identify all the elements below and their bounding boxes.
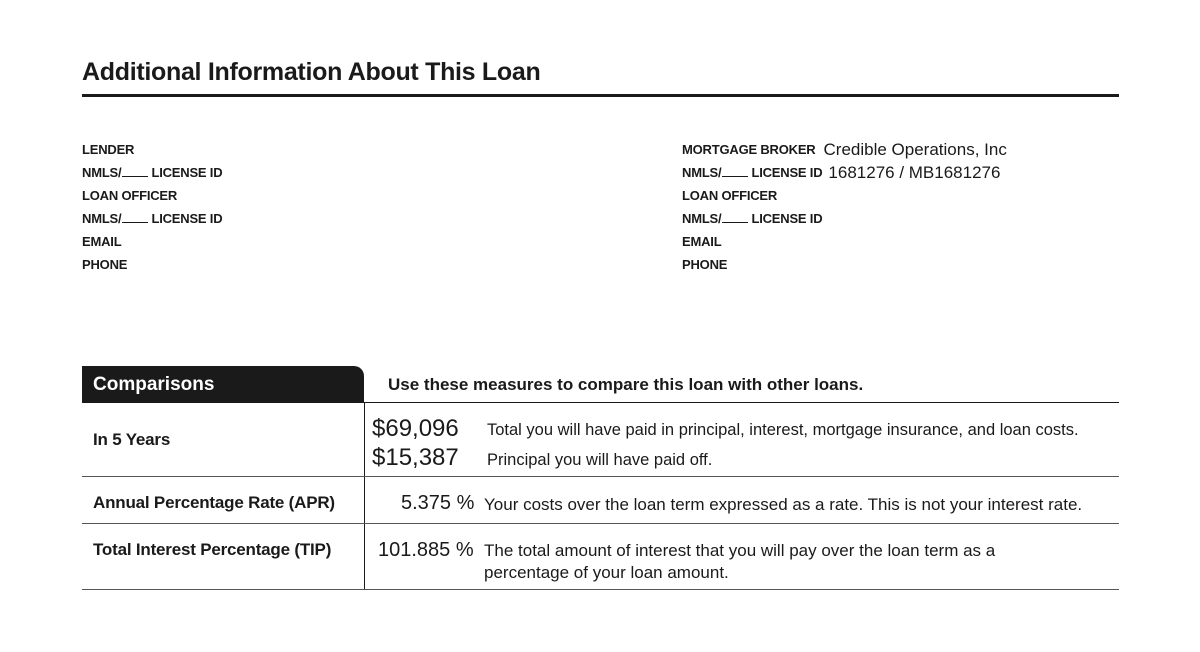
tip-value: 101.885 % <box>378 539 474 561</box>
comparisons-heading: Comparisons <box>82 366 364 403</box>
lender-officer-row <box>82 184 222 207</box>
tip-label: Total Interest Percentage (TIP) <box>93 540 332 559</box>
row-divider <box>82 523 1119 524</box>
broker-email-row <box>682 230 1007 253</box>
tip-desc-line2: percentage of your loan amount. <box>484 563 729 582</box>
broker-license-row <box>682 161 1007 184</box>
lender-email-row <box>82 230 222 253</box>
lender-row <box>82 138 222 161</box>
lender-officer-label: LOAN OFFICER <box>82 188 178 203</box>
five-years-principal-paid-desc: Principal you will have paid off. <box>487 451 713 469</box>
broker-officer-label: LOAN OFFICER <box>682 188 778 203</box>
title-rule <box>82 94 1119 97</box>
apr-label: Annual Percentage Rate (APR) <box>93 493 335 512</box>
broker-row <box>682 138 1007 161</box>
lender-email-label: EMAIL <box>82 234 122 249</box>
row-divider <box>82 589 1119 590</box>
row-divider <box>82 476 1119 477</box>
broker-officer-license-label <box>682 211 822 226</box>
broker-name: Credible Operations, Inc <box>823 139 1007 159</box>
apr-value: 5.375 % <box>401 492 475 514</box>
lender-officer-license-label <box>82 211 222 226</box>
broker-column <box>682 138 1007 276</box>
page-title: Additional Information About This Loan <box>82 58 541 86</box>
lender-license-label <box>82 165 222 180</box>
license-prefix: NMLS/ <box>82 165 122 180</box>
five-years-label: In 5 Years <box>93 430 171 449</box>
lender-column <box>82 138 222 276</box>
lender-license-row <box>82 161 222 184</box>
blank-line <box>122 211 148 223</box>
five-years-total-paid: $69,096 <box>372 415 459 442</box>
license-prefix: NMLS/ <box>682 211 722 226</box>
license-suffix: LICENSE ID <box>151 165 223 180</box>
broker-license-value: 1681276 / MB1681276 <box>828 162 1001 182</box>
broker-phone-label: PHONE <box>682 257 728 272</box>
lender-officer-license-row <box>82 207 222 230</box>
broker-officer-license-row <box>682 207 1007 230</box>
broker-officer-row <box>682 184 1007 207</box>
comparisons-intro: Use these measures to compare this loan with other loans. <box>388 375 864 394</box>
broker-email-label: EMAIL <box>682 234 722 249</box>
tip-desc-line1: The total amount of interest that you will pay over the loan term as a <box>484 541 996 560</box>
five-years-principal-paid: $15,387 <box>372 444 459 471</box>
apr-desc: Your costs over the loan term expressed as a rate. This is not your interest rate. <box>484 495 1083 514</box>
broker-license-label <box>682 165 822 180</box>
blank-line <box>122 165 148 177</box>
broker-label: MORTGAGE BROKER <box>682 142 816 157</box>
license-suffix: LICENSE ID <box>751 165 823 180</box>
five-years-total-paid-desc: Total you will have paid in principal, interest, mortgage insurance, and loan costs. <box>487 421 1079 439</box>
license-suffix: LICENSE ID <box>151 211 223 226</box>
blank-line <box>722 165 748 177</box>
column-divider <box>364 402 365 589</box>
comparisons-top-rule <box>82 402 1119 403</box>
lender-phone-label: PHONE <box>82 257 128 272</box>
license-prefix: NMLS/ <box>682 165 722 180</box>
broker-phone-row <box>682 253 1007 276</box>
license-prefix: NMLS/ <box>82 211 122 226</box>
lender-phone-row <box>82 253 222 276</box>
blank-line <box>722 211 748 223</box>
license-suffix: LICENSE ID <box>751 211 823 226</box>
lender-label: LENDER <box>82 142 135 157</box>
